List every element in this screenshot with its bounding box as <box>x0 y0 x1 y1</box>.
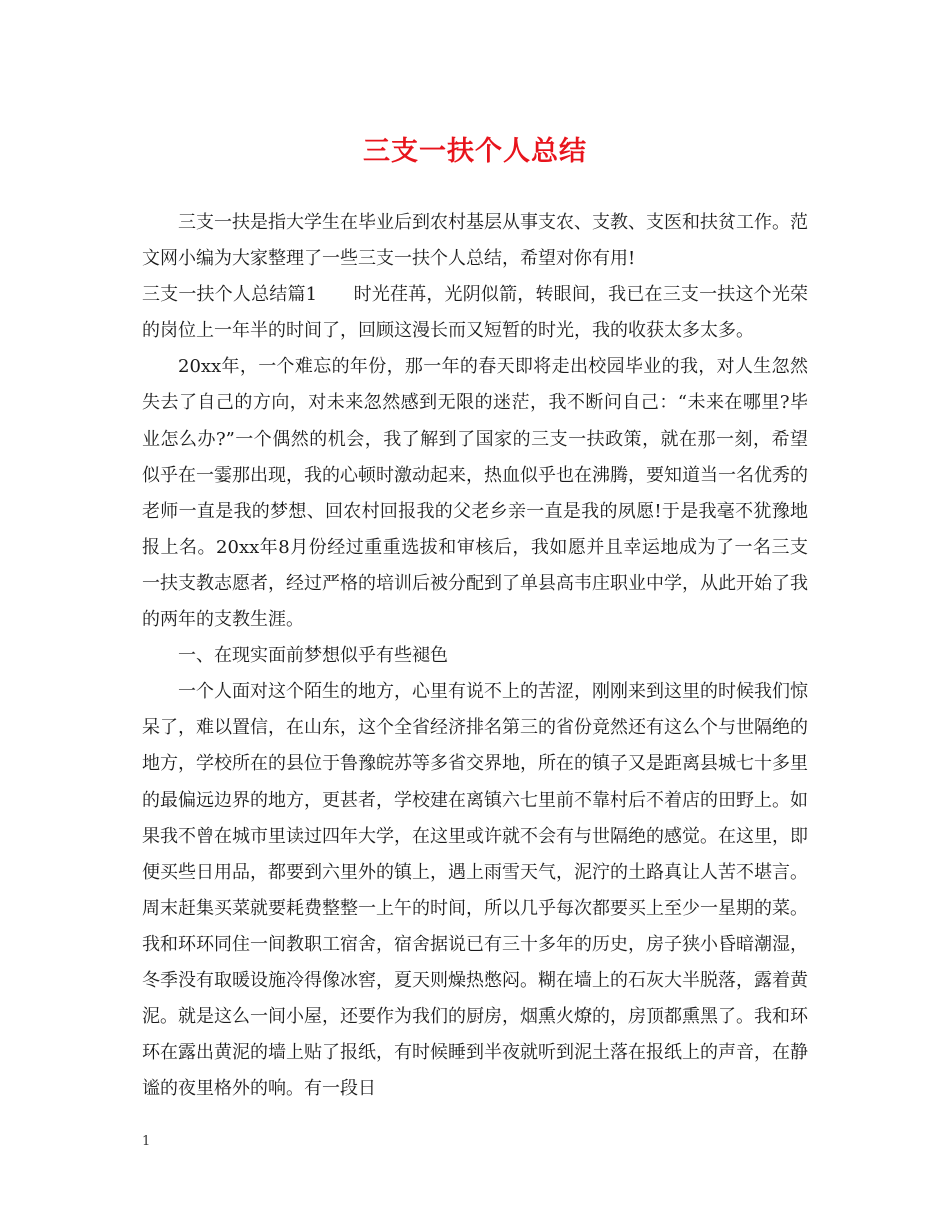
document-title: 三支一扶个人总结 <box>363 136 587 167</box>
body-paragraph: 20xx年，一个难忘的年份，那一年的春天即将走出校园毕业的我，对人生忽然失去了自己的方向，对未来忽然感到无限的迷茫，我不断问自己：“未来在哪里?毕业怎么办?”一个偶然的机会，我了解到了国家的三支一扶政策，就在那一刻，希望似乎在一霎那出现，我的心顿时激动起来，热血似乎也在沸腾，要知道当一名优秀的老师一直是我的梦想、回农村回报我的父老乡亲一直是我的夙愿!于是我毫不犹豫地报上名。20xx年8月份经过重重选拔和审核后，我如愿并且幸运地成为了一名三支一扶支教志愿者，经过严格的培训后被分配到了单县高韦庄职业中学，从此开始了我的两年的支教生涯。 <box>142 356 808 631</box>
subsection-heading: 一、在现实面前梦想似乎有些褪色 <box>178 645 448 667</box>
body-paragraph: 一个人面对这个陌生的地方，心里有说不上的苦涩，刚刚来到这里的时候我们惊呆了，难以置信，在山东，这个全省经济排名第三的省份竟然还有这么个与世隔绝的地方，学校所在的县位于鲁豫皖苏等多省交界地，所在的镇子又是距离县城七十多里的最偏远边界的地方，更甚者，学校建在离镇六七里前不靠村后不着店的田野上。如果我不曾在城市里读过四年大学，在这里或许就不会有与世隔绝的感觉。在这里，即便买些日用品，都要到六里外的镇上，遇上雨雪天气，泥泞的土路真让人苦不堪言。周末赶集买菜就要耗费整整一上午的时间，所以几乎每次都要买上至少一星期的菜。我和环环同住一间教职工宿舍，宿舍据说已有三十多年的历史，房子狭小昏暗潮湿，冬季没有取暖设施冷得像冰窖，夏天则燥热憋闷。糊在墙上的石灰大半脱落，露着黄泥。就是这么一间小屋，还要作为我们的厨房，烟熏火燎的，房顶都熏黑了。我和环环在露出黄泥的墙上贴了报纸，有时候睡到半夜就听到泥土落在报纸上的声音，在静谧的夜里格外的响。有一段日 <box>142 681 808 1100</box>
page-number: 1 <box>142 1134 151 1149</box>
document-body <box>142 205 808 1107</box>
section-heading-paragraph: 三支一扶个人总结篇1 时光荏苒，光阴似箭，转眼间，我已在三支一扶这个光荣的岗位上一年半的时间了，回顾这漫长而又短暂的时光，我的收获太多太多。 <box>142 284 808 342</box>
intro-paragraph: 三支一扶是指大学生在毕业后到农村基层从事支农、支教、支医和扶贫工作。范文网小编为大家整理了一些三支一扶个人总结，希望对你有用! <box>142 212 808 270</box>
